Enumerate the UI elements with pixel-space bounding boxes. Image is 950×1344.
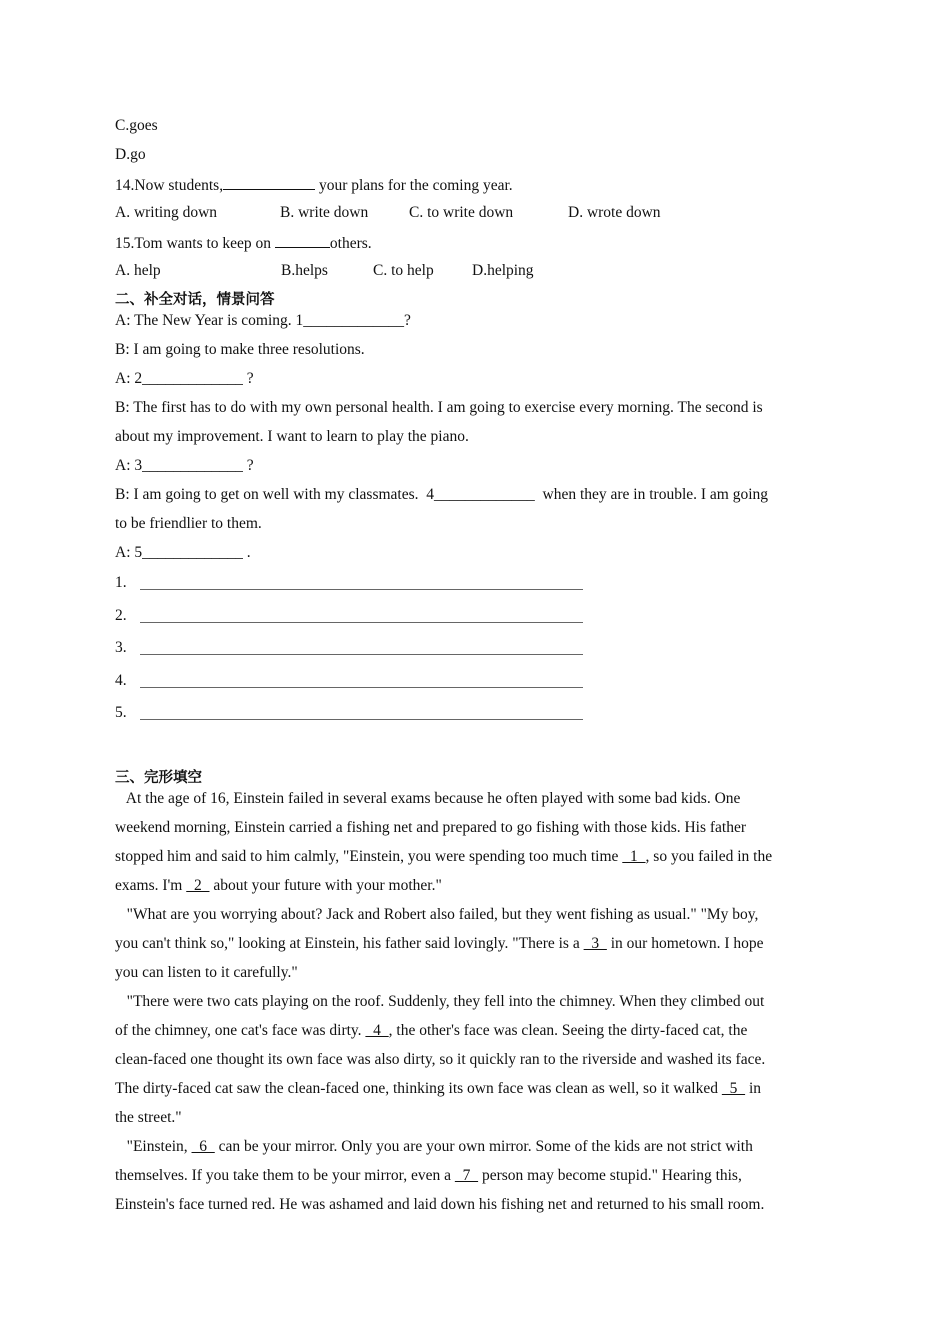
answer-line-3[interactable] <box>140 654 583 655</box>
cloze-line <box>115 934 764 954</box>
q14-option-b: B. write down <box>280 204 369 221</box>
q15-option-b: B.helps <box>281 262 328 279</box>
q15-stem-after: others. <box>329 235 372 252</box>
cloze-line <box>115 818 746 838</box>
q14-stem-after: your plans for the coming year. <box>315 177 513 194</box>
q15-stem-before: 15.Tom wants to keep on <box>115 235 275 252</box>
cloze-text: stopped him and said to him calmly, "Einstein, you were spending too much time <box>115 848 623 865</box>
section-heading-dialogue: 二、补全对话，情景问答 <box>115 292 275 308</box>
cloze-line <box>115 905 758 925</box>
cloze-text: you can listen to it carefully." <box>115 964 298 981</box>
cloze-text: exams. I'm <box>115 877 187 894</box>
cloze-text: themselves. If you take them to be your mirror, even a <box>115 1167 455 1184</box>
cloze-text: "There were two cats playing on the roof. Suddenly, they fell into the chimney. When they climbed out <box>115 993 765 1010</box>
answer-number-4: 4. <box>115 672 127 689</box>
cloze-text: "Einstein, <box>115 1138 192 1155</box>
cloze-blank: 1 <box>622 848 646 865</box>
answer-number-2: 2. <box>115 607 127 624</box>
dialogue-line: A: 3_____________ ? <box>115 457 254 474</box>
cloze-text: Einstein's face turned red. He was ashamed and laid down his fishing net and returned to his small room. <box>115 1196 765 1213</box>
answer-line-5[interactable] <box>140 719 583 720</box>
q15-option-a: A. help <box>115 262 161 279</box>
answer-line-2[interactable] <box>140 622 583 623</box>
dialogue-line: A: The New Year is coming. 1_____________? <box>115 312 411 329</box>
dialogue-line: B: I am going to get on well with my classmates. 4_____________ when they are in trouble. I am going <box>115 486 769 503</box>
cloze-text: "What are you worrying about? Jack and Robert also failed, but they went fishing as usual." "My boy, <box>115 906 759 923</box>
cloze-line <box>115 1050 765 1070</box>
cloze-text: you can't think so," looking at Einstein, his father said lovingly. "There is a <box>115 935 584 952</box>
answer-line-4[interactable] <box>140 687 583 688</box>
dialogue-line: B: I am going to make three resolutions. <box>115 341 365 358</box>
cloze-text: can be your mirror. Only you are your own mirror. Some of the kids are not strict with <box>214 1138 753 1155</box>
cloze-text: about your future with your mother." <box>209 877 442 894</box>
cloze-line <box>115 876 442 896</box>
q14-option-a: A. writing down <box>115 204 218 221</box>
cloze-text: of the chimney, one cat's face was dirty. <box>115 1022 366 1039</box>
cloze-text: in our hometown. I hope <box>606 935 764 952</box>
q14-option-d: D. wrote down <box>568 204 661 221</box>
cloze-line <box>115 1137 753 1157</box>
cloze-line <box>115 1166 742 1186</box>
answer-number-1: 1. <box>115 574 127 591</box>
q15-option-d: D.helping <box>472 262 534 279</box>
cloze-blank: 4 <box>365 1022 389 1039</box>
cloze-line <box>115 1195 764 1215</box>
cloze-blank: 2 <box>186 877 210 894</box>
section-heading-cloze: 三、完形填空 <box>115 770 202 786</box>
dialogue-line: A: 2_____________ ? <box>115 370 254 387</box>
cloze-blank: 5 <box>721 1080 746 1097</box>
dialogue-line: A: 5_____________ . <box>115 544 251 561</box>
cloze-text: At the age of 16, Einstein failed in several exams because he often played with some bad kids. One <box>115 790 741 807</box>
cloze-text: , the other's face was clean. Seeing the dirty-faced cat, the <box>388 1022 748 1039</box>
cloze-blank: 7 <box>454 1167 479 1184</box>
q14-option-c: C. to write down <box>409 204 514 221</box>
cloze-text: the street." <box>115 1109 182 1126</box>
cloze-text: clean-faced one thought its own face was also dirty, so it quickly ran to the riverside and washed its face. <box>115 1051 766 1068</box>
cloze-line <box>115 1108 182 1128</box>
q14-blank <box>223 174 315 190</box>
q15-option-c: C. to help <box>373 262 434 279</box>
cloze-line <box>115 1079 761 1099</box>
q14-stem <box>115 174 513 196</box>
cloze-text: , so you failed in the <box>645 848 773 865</box>
dialogue-line: to be friendlier to them. <box>115 515 262 532</box>
cloze-line <box>115 1021 747 1041</box>
answer-number-3: 3. <box>115 639 127 656</box>
dialogue-line: about my improvement. I want to learn to play the piano. <box>115 428 469 445</box>
cloze-line <box>115 992 764 1012</box>
cloze-blank: 3 <box>583 935 607 952</box>
q14-stem-before: 14.Now students, <box>115 177 224 194</box>
cloze-text: The dirty-faced cat saw the clean-faced one, thinking its own face was clean as well, so it walked <box>115 1080 722 1097</box>
answer-number-5: 5. <box>115 704 127 721</box>
cloze-line <box>115 789 740 809</box>
cloze-text: in <box>745 1080 762 1097</box>
cloze-blank: 6 <box>191 1138 215 1155</box>
answer-line-1[interactable] <box>140 589 583 590</box>
cloze-text: person may become stupid." Hearing this, <box>478 1167 742 1184</box>
cloze-line <box>115 963 298 983</box>
cloze-line <box>115 847 772 867</box>
q15-blank <box>275 232 330 248</box>
q13-option-d: D.go <box>115 146 146 163</box>
cloze-text: weekend morning, Einstein carried a fishing net and prepared to go fishing with those kids. His father <box>115 819 747 836</box>
q15-stem <box>115 232 372 254</box>
dialogue-line: B: The first has to do with my own personal health. I am going to exercise every morning. The second is <box>115 399 763 416</box>
q13-option-c: C.goes <box>115 117 158 134</box>
